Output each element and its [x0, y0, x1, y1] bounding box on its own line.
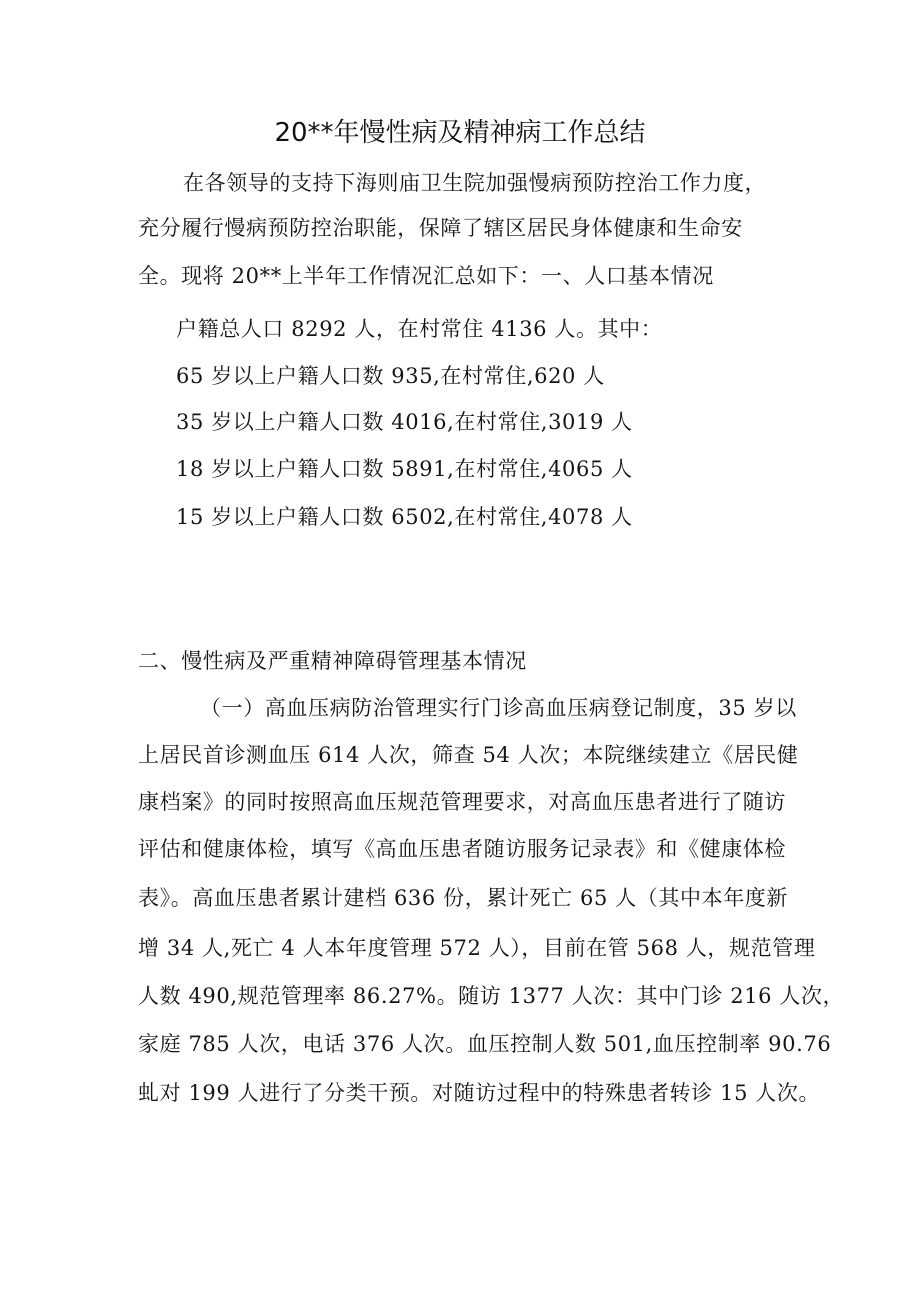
population-age-15-line: 15 岁以上户籍人口数 6502,在村常住,4078 人 [176, 505, 633, 529]
section-2-heading: 二、慢性病及严重精神障碍管理基本情况 [138, 649, 527, 673]
intro-line-2: 充分履行慢病预防控治职能，保障了辖区居民身体健康和生命安 [138, 216, 743, 240]
hypertension-line-7: 人数 490,规范管理率 86.27%。随访 1377 人次：其中门诊 216 人次， [138, 984, 845, 1008]
hypertension-line-9: 虬对 199 人进行了分类干预。对随访过程中的特殊患者转诊 15 人次。 [138, 1081, 821, 1105]
population-age-65-line: 65 岁以上户籍人口数 935,在村常住,620 人 [176, 364, 605, 388]
population-age-35-line: 35 岁以上户籍人口数 4016,在村常住,3019 人 [176, 410, 633, 434]
hypertension-line-2: 上居民首诊测血压 614 人次，筛查 54 人次；本院继续建立《居民健 [138, 743, 799, 767]
hypertension-line-1: （一）高血压病防治管理实行门诊高血压病登记制度，35 岁以 [200, 696, 797, 720]
intro-line-1: 在各领导的支持下海则庙卫生院加强慢病预防控治工作力度， [183, 171, 767, 195]
population-age-18-line: 18 岁以上户籍人口数 5891,在村常住,4065 人 [176, 457, 633, 481]
hypertension-line-8: 家庭 785 人次，电话 376 人次。血压控制人数 501,血压控制率 90.76 [138, 1032, 832, 1056]
hypertension-line-4: 评估和健康体检，填写《高血压患者随访服务记录表》和《健康体检 [138, 837, 786, 861]
document-title: 20**年慢性病及精神病工作总结 [274, 118, 646, 148]
hypertension-line-6: 增 34 人,死亡 4 人本年度管理 572 人），目前在管 568 人，规范管理 [138, 936, 816, 960]
hypertension-line-3: 康档案》的同时按照高血压规范管理要求，对高血压患者进行了随访 [138, 790, 786, 814]
hypertension-line-5: 表》。高血压患者累计建档 636 份，累计死亡 65 人（其中本年度新 [138, 886, 789, 910]
population-total-line: 户籍总人口 8292 人，在村常住 4136 人。其中： [176, 317, 663, 341]
intro-line-3: 全。现将 20**上半年工作情况汇总如下：一、人口基本情况 [138, 264, 714, 288]
